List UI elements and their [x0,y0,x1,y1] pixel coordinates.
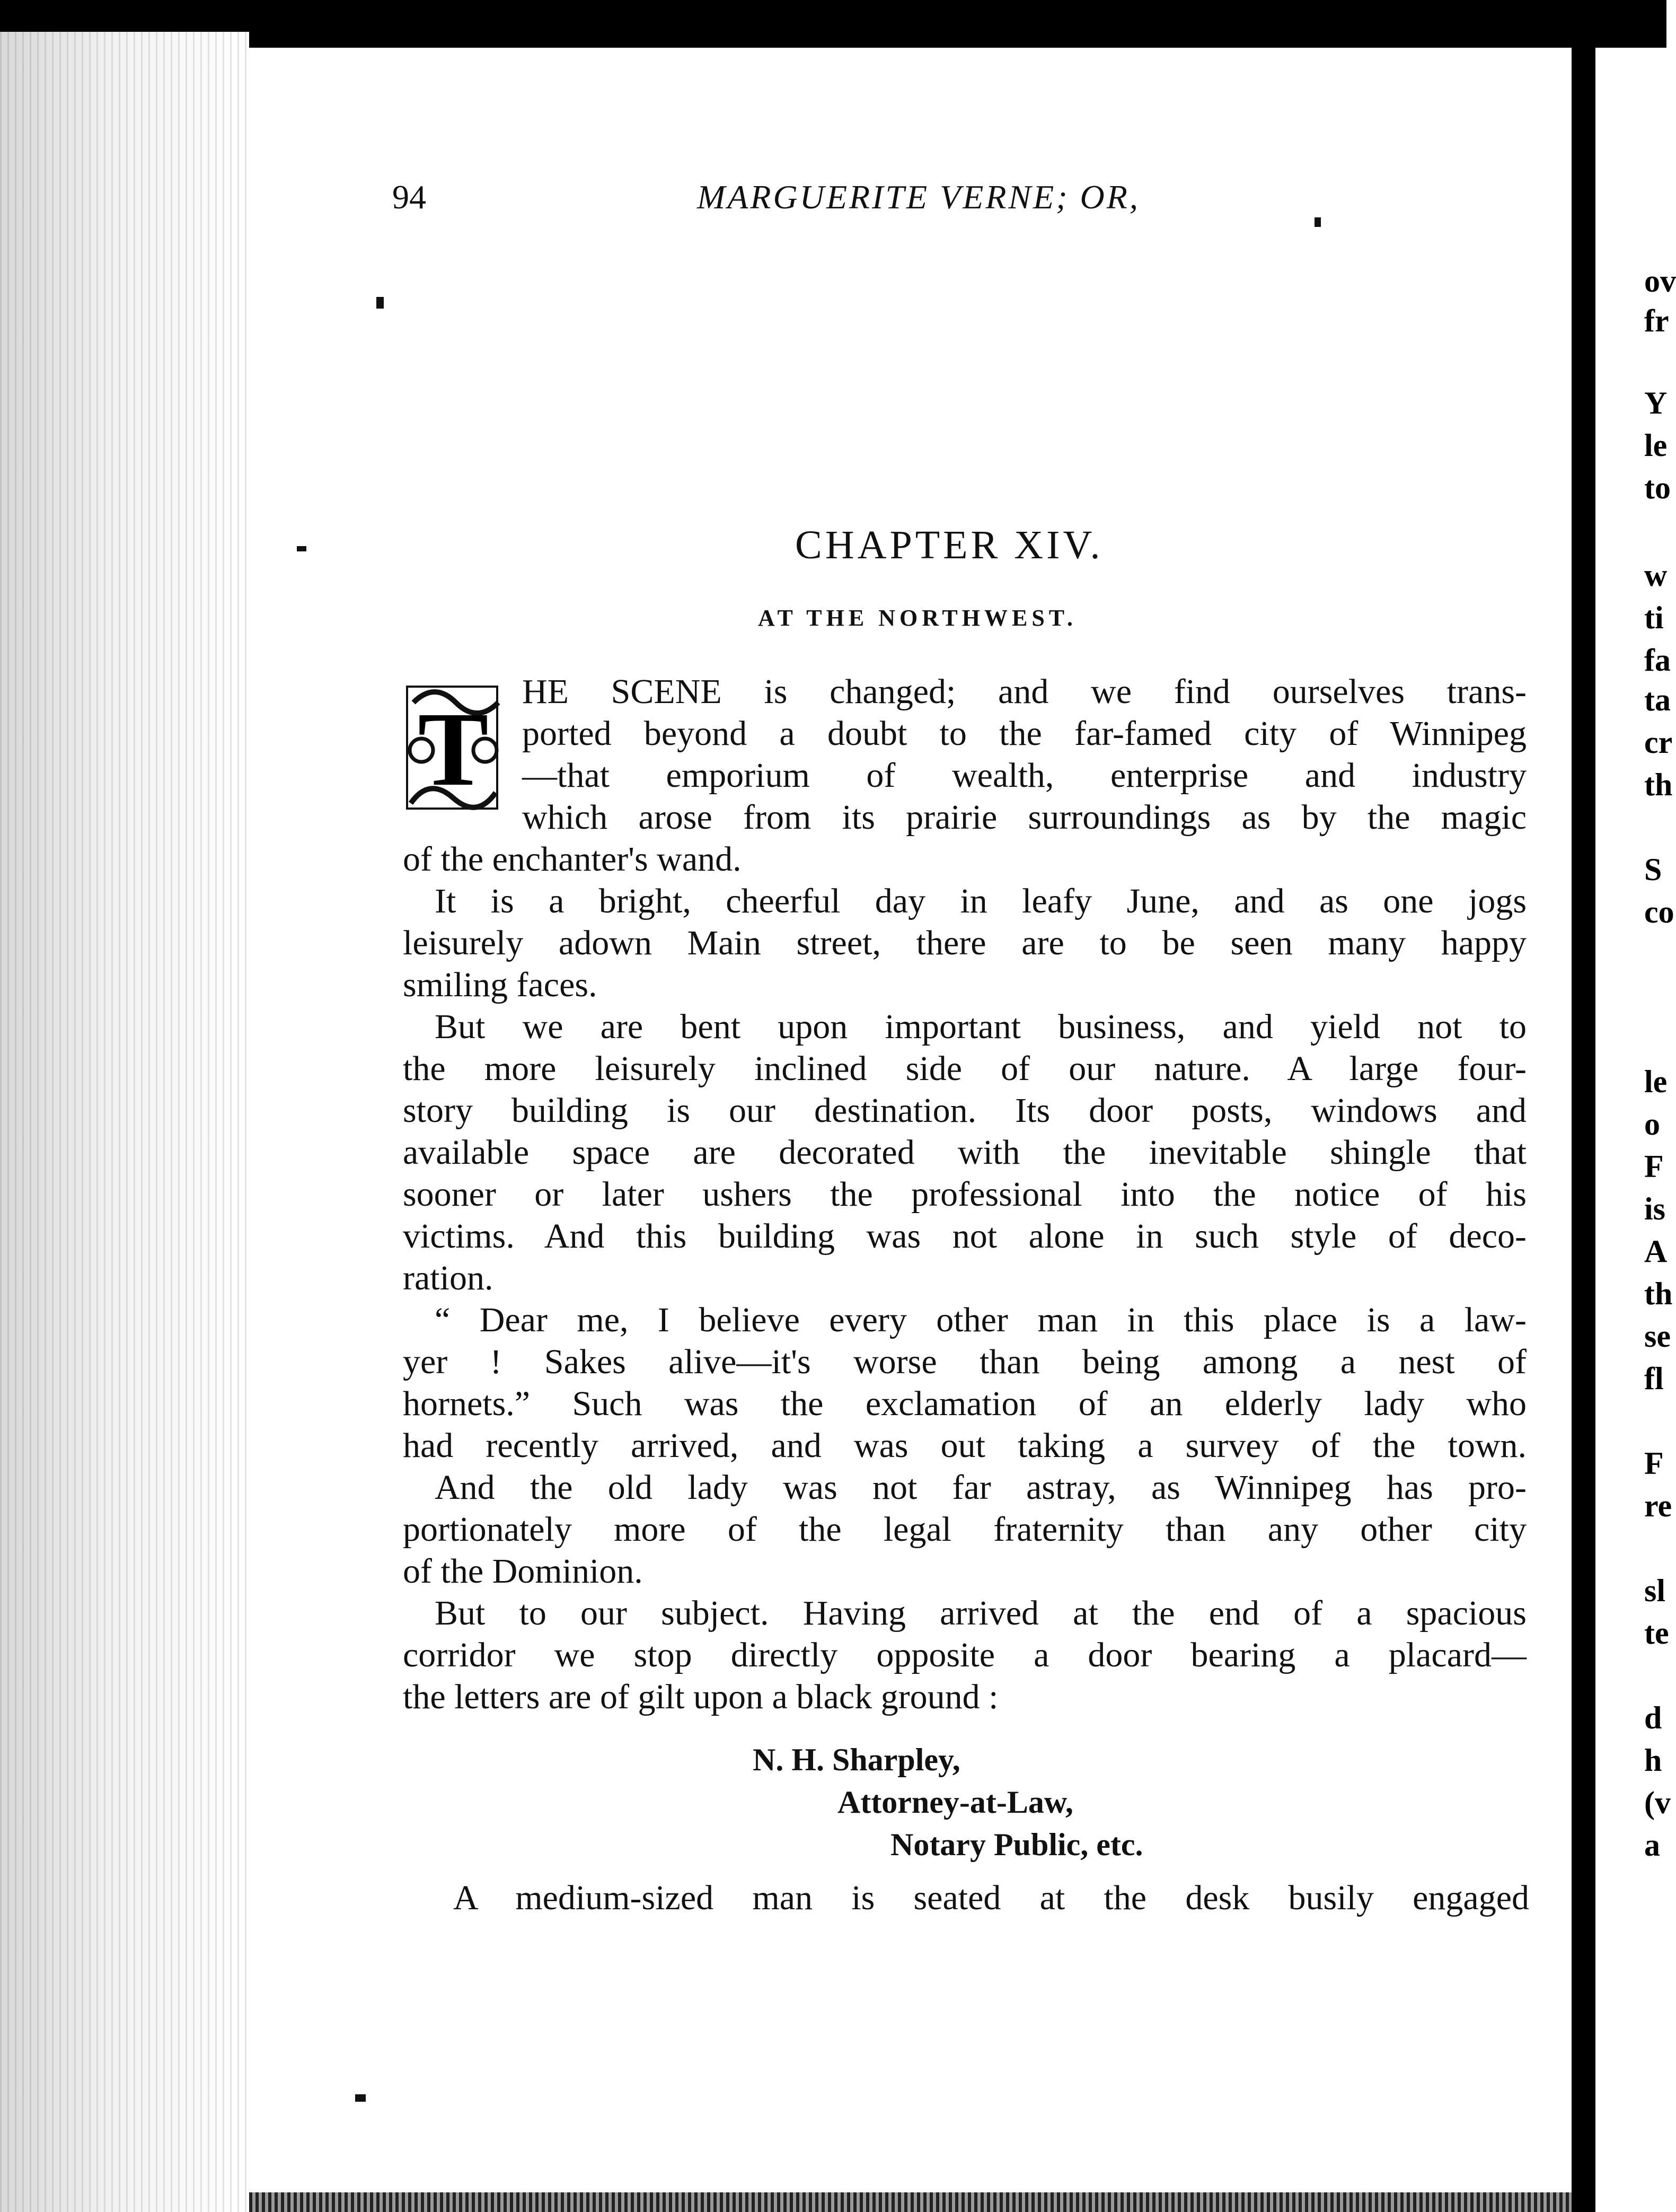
facing-fragment: is [1644,1191,1666,1226]
facing-fragment: h [1644,1743,1662,1778]
facing-fragment: th [1644,1276,1673,1311]
scan-speck [1315,217,1321,227]
book-spine-shadow [1572,0,1595,2212]
text-line: the letters are of gilt upon a black ground : [403,1678,999,1716]
text-line: which arose from its prairie surroundings as by the magic [522,798,1527,837]
facing-fragment: se [1644,1319,1671,1354]
facing-fragment: F [1644,1149,1664,1184]
text-line: hornets.” Such was the exclamation of an elderly lady who [403,1384,1527,1423]
scan-left-gutter [0,32,249,2212]
text-line: smiling faces. [403,965,597,1004]
text-line: HE SCENE is changed; and we find ourselves trans- [522,672,1527,711]
page-number: 94 [392,178,426,216]
text-line: portionately more of the legal fraternity than any other city [403,1510,1527,1549]
facing-fragment: le [1644,428,1668,463]
chapter-title: CHAPTER XIV. [795,523,1104,567]
scan-bottom-edge [249,2192,1572,2212]
text-line: yer ! Sakes alive—it's worse than being among a nest of [403,1342,1527,1381]
facing-fragment: fl [1644,1361,1664,1396]
text-line: ration. [403,1259,493,1297]
facing-fragment: te [1644,1616,1669,1651]
text-line: sooner or later ushers the professional into the notice of his [403,1175,1527,1214]
facing-fragment: Y [1644,385,1668,420]
facing-fragment: sl [1644,1573,1666,1608]
facing-fragment: o [1644,1107,1660,1142]
facing-fragment: ov [1644,264,1676,299]
facing-fragment: F [1644,1446,1664,1481]
running-title: MARGUERITE VERNE; OR, [697,178,1140,216]
placard-name: N. H. Sharpley, [753,1742,960,1777]
text-line: corridor we stop directly opposite a door bearing a placard— [403,1636,1527,1674]
facing-fragment: ta [1644,682,1671,717]
facing-fragment: ti [1644,600,1664,635]
text-line: story building is our destination. Its door posts, windows and [403,1091,1527,1130]
facing-fragment: th [1644,767,1673,802]
scan-speck [376,297,384,309]
facing-fragment: to [1644,470,1671,505]
text-line: “ Dear me, I believe every other man in this place is a law- [435,1301,1527,1339]
text-line: victims. And this building was not alone in such style of deco- [403,1217,1527,1256]
body-text [403,671,1527,1718]
facing-fragment: a [1644,1828,1660,1863]
text-line: the more leisurely inclined side of our nature. A large four- [403,1049,1527,1088]
facing-fragment: re [1644,1488,1672,1523]
text-line: A medium-sized man is seated at the desk busily engaged [453,1879,1529,1917]
text-line: of the Dominion. [403,1552,643,1591]
facing-fragment: le [1644,1064,1668,1099]
facing-fragment: (v [1644,1785,1671,1820]
facing-fragment: w [1644,558,1668,593]
text-line: But to our subject. Having arrived at the end of a spacious [435,1594,1527,1632]
scan-speck [355,2094,366,2102]
facing-page-edge [1595,48,1676,2212]
text-line: ported beyond a doubt to the far-famed city of Winnipeg [522,714,1527,753]
scan-top-border [0,0,1666,48]
text-line: had recently arrived, and was out taking a survey of the town. [403,1426,1527,1465]
text-line: It is a bright, cheerful day in leafy June, and as one jogs [435,882,1527,920]
text-line: But we are bent upon important business, and yield not to [435,1007,1527,1046]
placard-extra: Notary Public, etc. [890,1827,1143,1862]
facing-fragment: cr [1644,725,1673,760]
facing-fragment: S [1644,852,1662,887]
text-line: —that emporium of wealth, enterprise and industry [522,756,1527,795]
facing-fragment: fa [1644,643,1671,678]
drop-cap-letter: T [418,691,489,808]
facing-fragment: d [1644,1700,1662,1735]
text-line: And the old lady was not far astray, as Winnipeg has pro- [435,1468,1527,1507]
chapter-subtitle: AT THE NORTHWEST. [758,605,1077,631]
placard-role: Attorney-at-Law, [837,1785,1073,1820]
facing-fragment: A [1644,1234,1668,1269]
text-line: available space are decorated with the inevitable shingle that [403,1133,1527,1172]
facing-fragment: co [1644,894,1674,929]
text-line: leisurely adown Main street, there are to be seen many happy [403,924,1527,962]
scan-speck [297,546,306,551]
running-head [392,178,1293,225]
text-line: of the enchanter's wand. [403,840,742,879]
facing-fragment: fr [1644,303,1669,338]
